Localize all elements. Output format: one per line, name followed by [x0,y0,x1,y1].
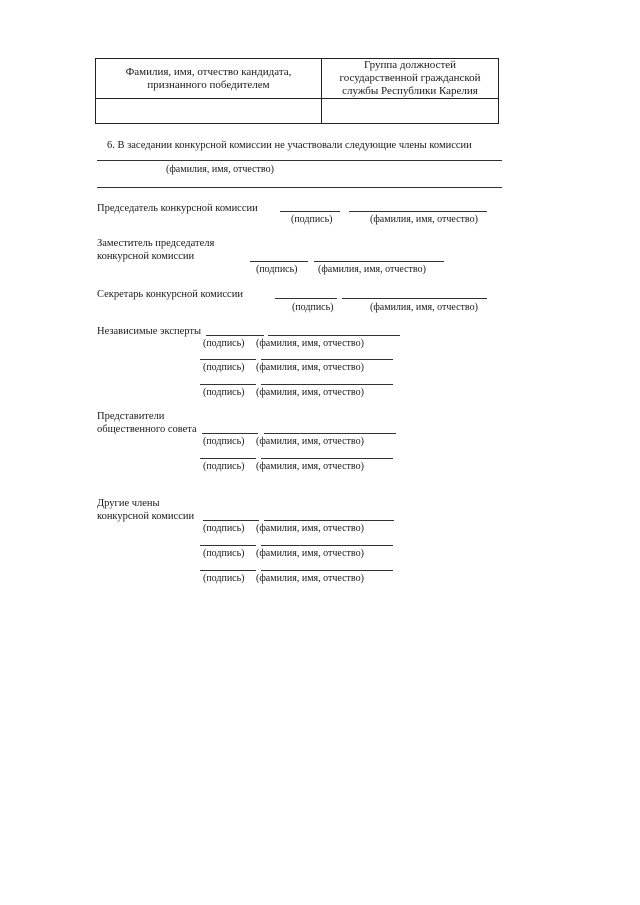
section6-text: 6. В заседании конкурсной комиссии не участвовали следующие члены комиссии [107,140,472,151]
winner-table [95,58,499,124]
expert1-name-caption: (фамилия, имя, отчество) [256,338,364,349]
chairman-name-caption: (фамилия, имя, отчество) [370,214,478,225]
council2-name-line [261,458,393,459]
other2-sig-line [200,545,256,546]
deputy-label-line2: конкурсной комиссии [97,251,195,262]
other2-name-line [261,545,393,546]
position-group-header: Группа должностей государственной гражданской службы Республики Карелия [322,59,499,99]
other3-name-caption: (фамилия, имя, отчество) [256,573,364,584]
council-label-line2: общественного совета [97,424,197,435]
position-group-cell [322,99,499,124]
absent-members-line-2 [97,187,502,188]
other-label-line1: Другие члены [97,498,160,509]
other1-name-line [264,520,394,521]
expert2-name-line [261,359,393,360]
other-label-line2: конкурсной комиссии [97,511,195,522]
expert1-sig-caption: (подпись) [203,338,245,349]
expert1-name-line [268,335,400,336]
chairman-sig-line [280,211,340,212]
absent-members-line-1 [97,160,502,161]
expert1-sig-line [206,335,264,336]
secretary-sig-caption: (подпись) [292,302,334,313]
secretary-name-caption: (фамилия, имя, отчество) [370,302,478,313]
council2-name-caption: (фамилия, имя, отчество) [256,461,364,472]
deputy-name-line [314,261,444,262]
secretary-name-line [342,298,487,299]
council-label-line1: Представители [97,411,165,422]
expert3-name-line [261,384,393,385]
other3-name-line [261,570,393,571]
other3-sig-caption: (подпись) [203,573,245,584]
council2-sig-line [200,458,256,459]
other2-name-caption: (фамилия, имя, отчество) [256,548,364,559]
council2-sig-caption: (подпись) [203,461,245,472]
other1-sig-line [203,520,259,521]
expert3-name-caption: (фамилия, имя, отчество) [256,387,364,398]
council1-name-line [264,433,396,434]
chairman-label: Председатель конкурсной комиссии [97,203,258,214]
expert2-name-caption: (фамилия, имя, отчество) [256,362,364,373]
winner-name-cell [96,99,322,124]
secretary-sig-line [275,298,337,299]
expert3-sig-line [200,384,256,385]
expert3-sig-caption: (подпись) [203,387,245,398]
deputy-sig-caption: (подпись) [256,264,298,275]
chairman-name-line [349,211,487,212]
section6-caption: (фамилия, имя, отчество) [166,164,274,175]
winner-name-header: Фамилия, имя, отчество кандидата, признанного победителем [96,59,322,99]
council1-sig-caption: (подпись) [203,436,245,447]
chairman-sig-caption: (подпись) [291,214,333,225]
other3-sig-line [200,570,256,571]
experts-label: Независимые эксперты [97,326,202,337]
council1-sig-line [202,433,258,434]
council1-name-caption: (фамилия, имя, отчество) [256,436,364,447]
other1-name-caption: (фамилия, имя, отчество) [256,523,364,534]
winner-table-row [96,99,499,124]
other1-sig-caption: (подпись) [203,523,245,534]
other2-sig-caption: (подпись) [203,548,245,559]
expert2-sig-caption: (подпись) [203,362,245,373]
deputy-sig-line [250,261,308,262]
secretary-label: Секретарь конкурсной комиссии [97,289,243,300]
expert2-sig-line [200,359,256,360]
winner-table-header-row [96,59,499,99]
deputy-name-caption: (фамилия, имя, отчество) [318,264,426,275]
deputy-label-line1: Заместитель председателя [97,238,215,249]
